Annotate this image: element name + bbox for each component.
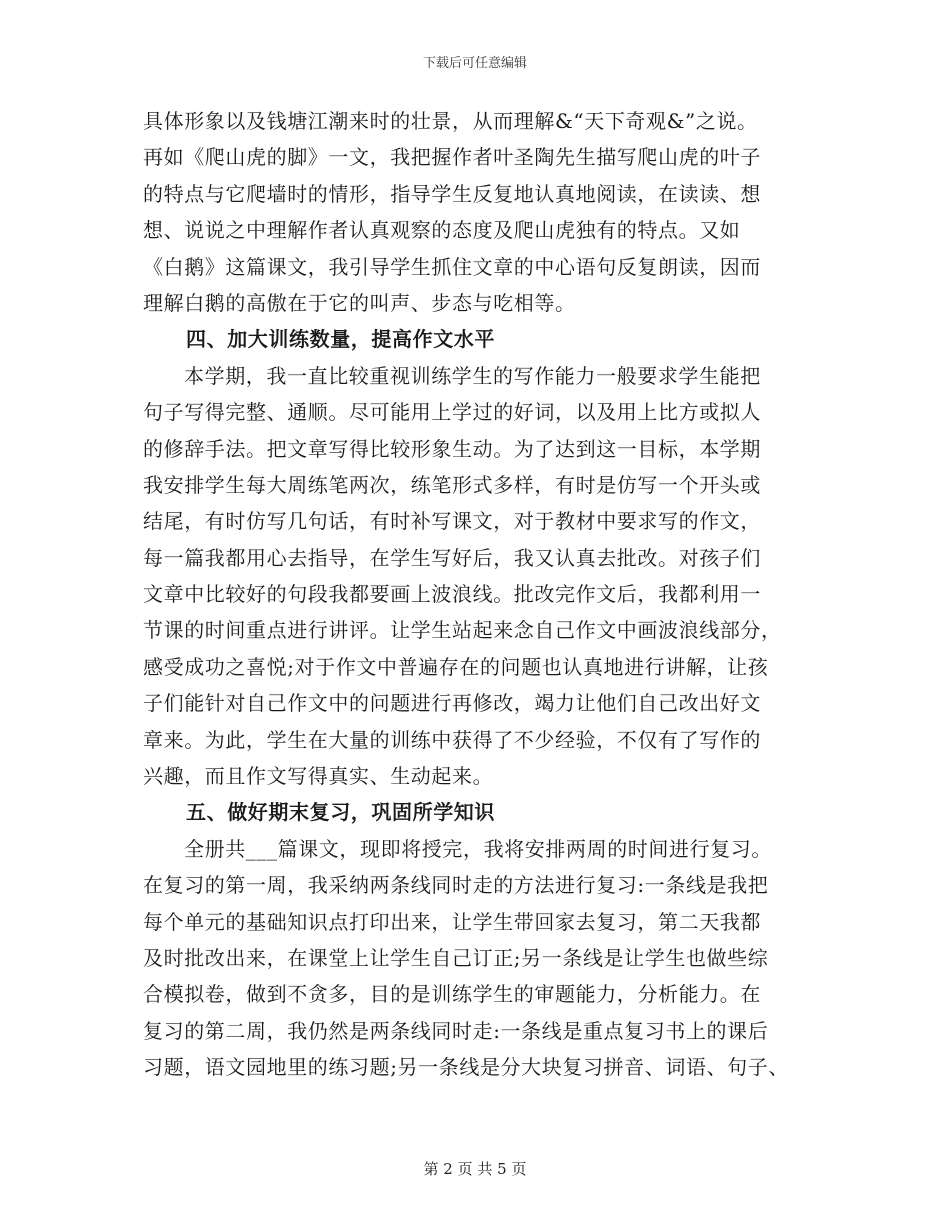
text-line: 再如《爬山虎的脚》一文，我把握作者叶圣陶先生描写爬山虎的叶子: [143, 145, 761, 170]
text-line: 句子写得完整、通顺。尽可能用上学过的好词，以及用上比方或拟人: [143, 400, 761, 425]
text-line: 合模拟卷，做到不贪多，目的是训练学生的审题能力，分析能力。在: [143, 982, 761, 1007]
text-line: 章来。为此，学生在大量的训练中获得了不少经验，不仅有了写作的: [143, 727, 761, 752]
text-line: 的修辞手法。把文章写得比较形象生动。为了达到这一目标，本学期: [143, 436, 761, 461]
text-line: 理解白鹅的高傲在于它的叫声、步态与吃相等。: [143, 290, 576, 315]
text-line: 习题，语文园地里的练习题;另一条线是分大块复习拼音、词语、句子、: [143, 1055, 789, 1080]
text-line: 每一篇我都用心去指导，在学生写好后，我又认真去批改。对孩子们: [143, 545, 761, 570]
document-body: [0, 103, 950, 1086]
text-line: 具体形象以及钱塘江潮来时的壮景，从而理解&“天下奇观&”之说。: [143, 109, 758, 133]
text-line: 复习的第二周，我仍然是两条线同时走:一条线是重点复习书上的课后: [143, 1018, 769, 1043]
text-line: 本学期，我一直比较重视训练学生的写作能力一般要求学生能把: [184, 363, 761, 388]
text-line: 的特点与它爬墙时的情形，指导学生反复地认真地阅读，在读读、想: [143, 181, 761, 206]
text-line: 子们能针对自己作文中的问题进行再修改，竭力让他们自己改出好文: [143, 691, 761, 716]
text-line: 兴趣，而且作文写得真实、生动起来。: [143, 764, 494, 789]
page-header: 下载后可任意编辑: [422, 56, 527, 71]
text-line: 及时批改出来，在课堂上让学生自己订正;另一条线是让学生也做些综: [143, 945, 769, 970]
text-line: 结尾，有时仿写几句话，有时补写课文，对于教材中要求写的作文，: [143, 509, 761, 534]
section-heading: 五、做好期末复习，巩固所学知识: [186, 800, 495, 825]
text-line: 节课的时间重点进行讲评。让学生站起来念自己作文中画波浪线部分，: [143, 618, 782, 643]
text-line: 全册共___篇课文，现即将授完，我将安排两周的时间进行复习。: [184, 836, 772, 861]
text-line: 想、说说之中理解作者认真观察的态度及爬山虎独有的特点。又如: [143, 218, 741, 243]
text-line: 《白鹅》这篇课文，我引导学生抓住文章的中心语句反复朗读，因而: [143, 254, 761, 279]
text-line: 在复习的第一周，我采纳两条线同时走的方法进行复习:一条线是我把: [143, 873, 769, 898]
text-line: 文章中比较好的句段我都要画上波浪线。批改完作文后，我都利用一: [143, 582, 761, 607]
page-footer: 第 2 页 共 5 页: [423, 1160, 527, 1178]
section-heading: 四、加大训练数量，提高作文水平: [186, 327, 495, 352]
text-line: 每个单元的基础知识点打印出来，让学生带回家去复习，第二天我都: [143, 909, 761, 934]
text-line: 我安排学生每大周练笔两次，练笔形式多样，有时是仿写一个开头或: [143, 472, 761, 497]
text-line: 感受成功之喜悦;对于作文中普遍存在的问题也认真地进行讲解，让孩: [143, 654, 769, 679]
